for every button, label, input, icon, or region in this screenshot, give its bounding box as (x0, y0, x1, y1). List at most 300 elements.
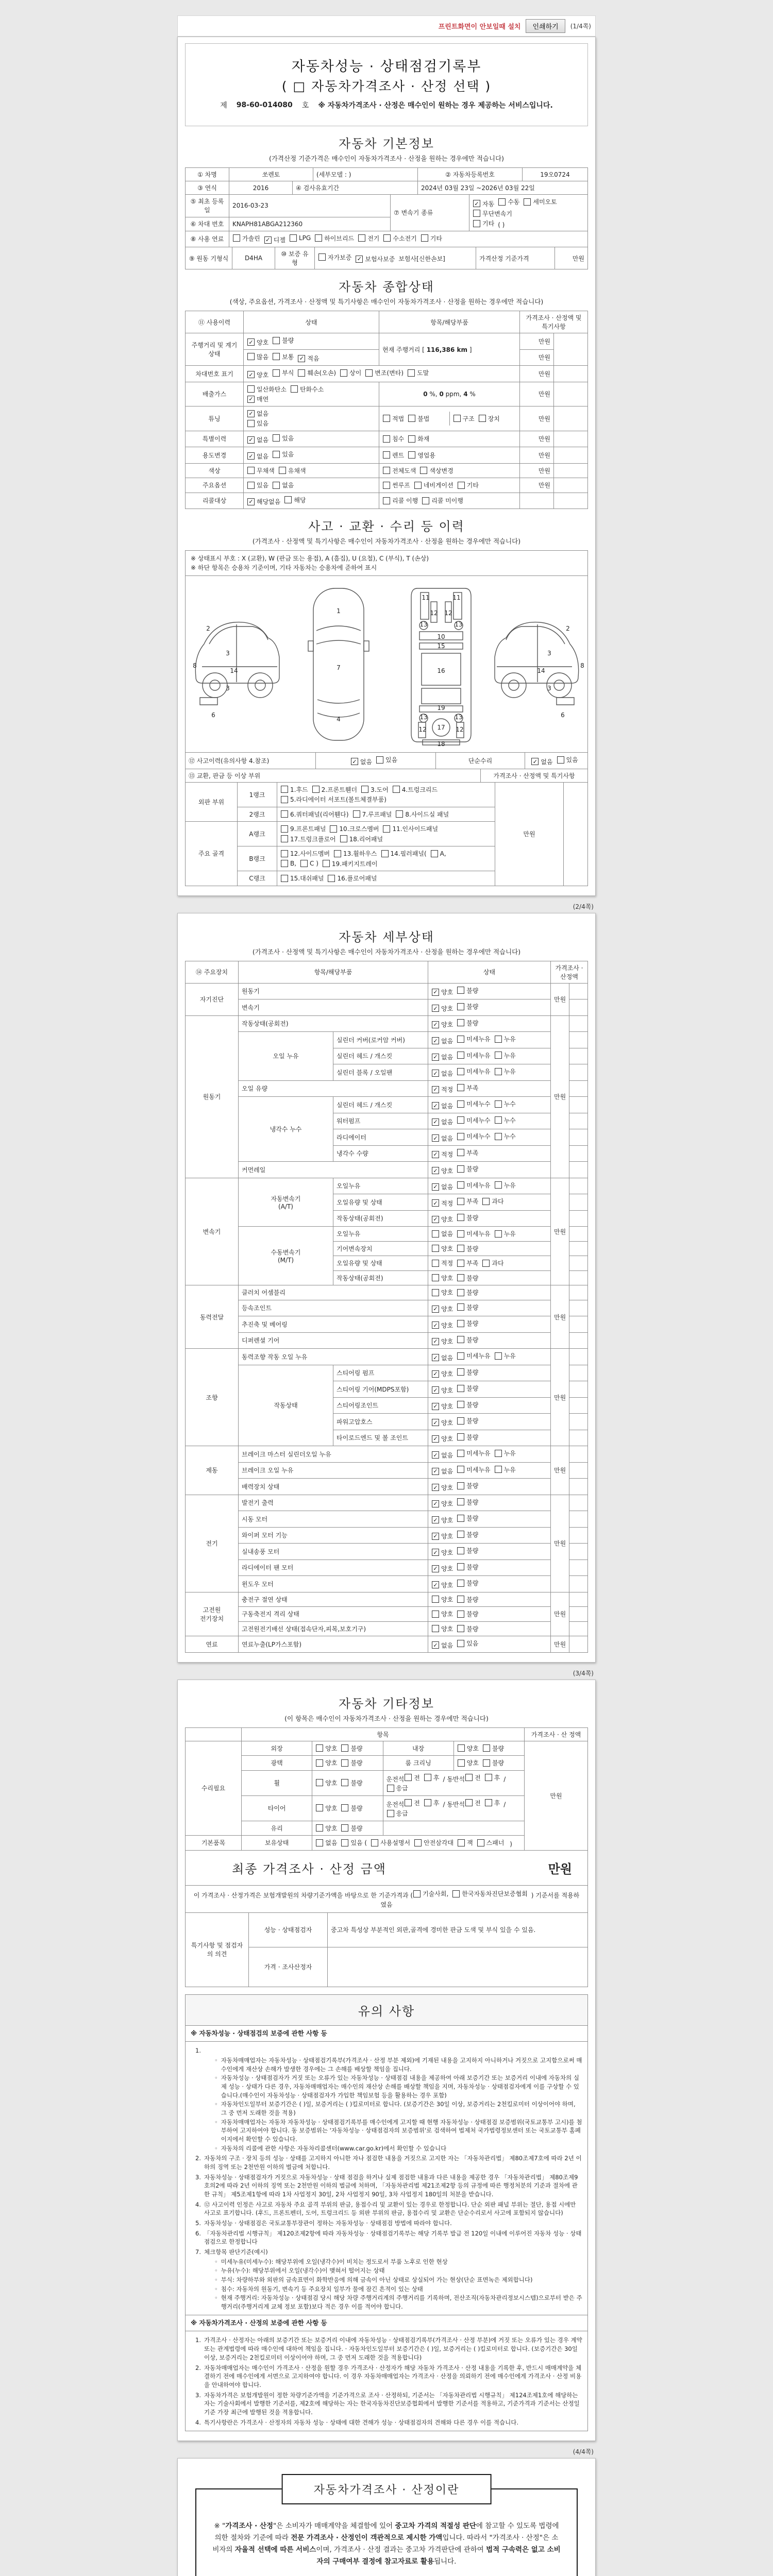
exchange-header-row (185, 769, 588, 783)
empty-box-icon (247, 482, 255, 489)
checkbox-디젤[interactable] (264, 235, 285, 244)
label-base-price: 가격산정 기준가격 (476, 247, 555, 269)
checkbox-하이브리드[interactable] (315, 234, 354, 243)
checkbox-양호[interactable] (432, 1369, 453, 1378)
checkbox-19.패키지트레이[interactable] (323, 859, 378, 868)
checkbox-부족[interactable] (457, 1197, 478, 1206)
checkbox-적정[interactable] (432, 1199, 453, 1208)
group-label: 동력전달 (186, 1285, 239, 1349)
text-segment: %, (427, 390, 440, 398)
checkbox-수동[interactable] (498, 197, 519, 206)
checkbox-무단변속기[interactable] (473, 209, 512, 218)
checkbox-9.프론트패널[interactable] (281, 824, 326, 833)
checkbox-양호[interactable] (432, 1244, 453, 1253)
checkbox-불량[interactable] (457, 1288, 478, 1297)
checkbox-보험사보증[interactable] (356, 255, 395, 263)
checkbox-양호[interactable] (432, 1402, 453, 1411)
checkbox-없음[interactable] (432, 1053, 453, 1061)
checkbox-불량[interactable] (457, 1400, 478, 1409)
checkbox-전[interactable] (405, 1773, 420, 1782)
checkbox-없음[interactable] (432, 1451, 453, 1460)
checkbox-있음[interactable] (557, 755, 578, 764)
checkbox-기타[interactable] (421, 234, 442, 243)
checkbox-구조[interactable] (453, 414, 475, 423)
checkbox-양호[interactable] (316, 1758, 337, 1767)
checkbox-색상변경[interactable] (420, 466, 453, 475)
checked-box-icon: ✓ (432, 989, 439, 996)
checkbox-label: 무단변속기 (482, 210, 512, 217)
diagram-zone-number: 3 (226, 685, 230, 692)
checkbox-상이[interactable] (340, 368, 361, 377)
checkbox-없음[interactable] (432, 1353, 453, 1362)
checkbox-누유[interactable] (495, 1181, 516, 1190)
checkbox-양호[interactable] (316, 1804, 337, 1812)
checkbox-장치[interactable] (479, 414, 500, 423)
checked-box-icon: ✓ (247, 371, 255, 378)
empty-box-icon (457, 1450, 464, 1457)
checkbox-전체도색[interactable] (383, 466, 416, 475)
checkbox-불량[interactable] (457, 1213, 478, 1222)
checkbox-있음[interactable] (247, 481, 268, 489)
checked-box-icon: ✓ (432, 1134, 439, 1142)
empty-box-icon (457, 1498, 464, 1505)
checkbox-C )[interactable] (300, 860, 318, 867)
checkbox-불량[interactable] (457, 1274, 478, 1282)
checkbox-미세누수[interactable] (457, 1099, 490, 1108)
checkbox-있음[interactable] (273, 434, 294, 443)
text-segment: 됩니다. (434, 2557, 457, 2566)
empty-box-icon (383, 435, 390, 443)
checkbox-양호[interactable] (432, 1499, 453, 1508)
page-marker-3: (3/4쪽) (573, 1669, 594, 1677)
checkbox-누유[interactable] (495, 1449, 516, 1458)
checkbox-적정[interactable] (432, 1085, 453, 1094)
checkbox-기타[interactable] (473, 219, 494, 228)
checkbox-양호[interactable] (432, 1386, 453, 1395)
label-transmission: ⑦ 변속기 종류 (391, 195, 469, 231)
checkbox-후[interactable] (485, 1799, 500, 1807)
checkbox-없음[interactable] (432, 1467, 453, 1476)
checkbox-자가보증[interactable] (318, 253, 351, 262)
checkbox-양호[interactable] (458, 1758, 479, 1767)
checkbox-불량[interactable] (457, 986, 478, 995)
checkbox-해당[interactable] (284, 496, 306, 504)
checkbox-불량[interactable] (457, 1335, 478, 1344)
recall-status (244, 493, 379, 509)
checkbox-미세누유[interactable] (457, 1229, 490, 1238)
checkbox-없음[interactable] (247, 435, 268, 444)
checkbox-유채색[interactable] (279, 466, 306, 475)
checkbox-적음[interactable] (298, 354, 319, 363)
cell: 구동축전지 격리 상태 (239, 1607, 428, 1622)
checkbox-양호[interactable] (432, 1304, 453, 1313)
checkbox-11.인사이드패널[interactable] (383, 824, 438, 833)
checkbox-누유[interactable] (495, 1351, 516, 1360)
checkbox-label: 미세누유 (466, 1466, 491, 1473)
checkbox-label: 전 (475, 1774, 481, 1782)
checkbox-세미오토[interactable] (524, 197, 557, 206)
empty-box-icon (457, 1580, 464, 1587)
checkbox-잭[interactable] (458, 1838, 473, 1847)
checkbox-누유[interactable] (495, 1067, 516, 1076)
checkbox-label: 양호 (441, 1625, 453, 1633)
checkbox-15.대쉬패널[interactable] (281, 874, 324, 883)
checkbox-탄화수소[interactable] (291, 385, 324, 394)
checkbox-불량[interactable] (457, 1002, 478, 1011)
checked-box-icon: ✓ (247, 452, 255, 460)
checkbox-7.루프패널[interactable] (353, 810, 392, 819)
checkbox-미세누수[interactable] (457, 1116, 490, 1125)
checkbox-label: 기타 (466, 482, 479, 489)
empty-box-icon (281, 786, 288, 793)
empty-box-icon (473, 210, 480, 217)
checkbox-불량[interactable] (483, 1744, 504, 1753)
checkbox-없음[interactable] (351, 757, 372, 766)
checkbox-없음[interactable] (432, 1069, 453, 1078)
checkbox-2.프론트휀더[interactable] (312, 785, 357, 794)
checkbox-불량[interactable] (457, 1498, 478, 1506)
checkbox-label: 누수 (503, 1133, 516, 1140)
checkbox-label: 15.대쉬패널 (290, 875, 324, 882)
note-item: 3. 자동차가격은 보험개발원이 정한 차량기준가액을 기준가격으로 조사 · 산정하되, 기준서는 「자동차관리법 시행규칙」 제124조제1호에 해당하는 자는 기술사회에서 발행한 기준서를, 제2호에 해당하는 자는 한국자동차진단보증협회에서 발행한 기준서를 적용하고, 기준가격과 기준서는 산정일 기준 가장 최근에 발행된 것을 적용합니다. (195, 2391, 580, 2416)
checkbox-양호[interactable] (432, 988, 453, 996)
checkbox-label: 미세누수 (466, 1100, 491, 1108)
checkbox-자동[interactable] (473, 199, 494, 208)
checkbox-label: 양호 (325, 1824, 338, 1832)
checkbox-1.후드[interactable] (281, 785, 308, 794)
checkbox-label: 없음 (441, 1118, 453, 1126)
checkbox-적법[interactable] (383, 414, 404, 423)
checkbox-가솔린[interactable] (233, 234, 260, 243)
checkbox-불량[interactable] (457, 1384, 478, 1393)
checkbox-양호[interactable] (316, 1824, 337, 1833)
checkbox-label: 양호 (441, 1500, 453, 1507)
checkbox-양호[interactable] (432, 1581, 453, 1589)
checkbox-적정[interactable] (432, 1259, 453, 1267)
empty-box-icon (291, 385, 298, 393)
checkbox-불량[interactable] (457, 1019, 478, 1027)
checkbox-불법[interactable] (408, 414, 429, 423)
checkbox-label: 적정 (441, 1086, 453, 1093)
text-segment: % (467, 390, 476, 398)
checkbox-양호[interactable] (432, 1004, 453, 1013)
checkbox-누수[interactable] (495, 1099, 516, 1108)
checkbox-불량[interactable] (457, 1609, 478, 1618)
checkbox-미세누유[interactable] (457, 1035, 490, 1043)
text-segment: 0 (423, 390, 428, 398)
checkbox-3.도어[interactable] (361, 785, 389, 794)
empty-box-icon (281, 860, 288, 867)
checkbox-17.트렁크플로어[interactable] (281, 835, 336, 843)
checkbox-18.리어패널[interactable] (340, 835, 383, 843)
checkbox-미세누유[interactable] (457, 1067, 490, 1076)
checkbox-불량[interactable] (457, 1433, 478, 1442)
checkbox-보통[interactable] (273, 352, 294, 361)
text-segment: 자율적 선택에 따른 서비스 (234, 2546, 316, 2554)
checkbox-label: 17.트렁크플로어 (290, 835, 336, 843)
checkbox-전[interactable] (465, 1773, 481, 1782)
notes-cell (554, 478, 588, 493)
checkbox-응급[interactable] (387, 1809, 408, 1818)
tuning-status (244, 406, 379, 431)
checkbox-해당없음[interactable] (247, 497, 280, 506)
checkbox-없음[interactable] (432, 1229, 453, 1238)
inspector-opinion-text: 중고차 특성상 부분적인 외판,골격에 경미한 판금 도색 및 부식 있을 수 있음. (328, 1912, 588, 1947)
page-2 (177, 913, 596, 1663)
checkbox-도말[interactable] (408, 368, 429, 377)
checkbox-있음[interactable] (273, 450, 294, 459)
print-button[interactable]: 인쇄하기 (526, 19, 565, 33)
checkbox-불량[interactable] (457, 1579, 478, 1587)
checkbox-불량[interactable] (457, 1514, 478, 1522)
checkbox-label: LPG (298, 234, 311, 242)
checkbox-전[interactable] (465, 1799, 481, 1807)
page-marker-1: (1/4쪽) (570, 23, 591, 30)
checkbox-양호[interactable] (432, 1483, 453, 1492)
checkbox-부식[interactable] (273, 368, 294, 377)
checkbox-없음[interactable] (432, 1117, 453, 1126)
checkbox-양호[interactable] (247, 338, 268, 347)
checkbox-침수[interactable] (383, 434, 404, 443)
checkbox-양호[interactable] (432, 1434, 453, 1443)
checkbox-전[interactable] (405, 1799, 420, 1807)
checkbox-양호[interactable] (316, 1744, 337, 1753)
checkbox-미세누유[interactable] (457, 1449, 490, 1458)
diagram-zone-number: 3 (226, 650, 230, 657)
checkbox-양호[interactable] (432, 1020, 453, 1029)
checkbox-13.휠하우스[interactable] (334, 849, 377, 858)
checkbox-있음[interactable] (457, 1639, 478, 1648)
checkbox-불량[interactable] (341, 1758, 362, 1767)
checkbox-4.트렁크리드[interactable] (393, 785, 438, 794)
checkbox-있음[interactable] (376, 755, 397, 764)
notes-cell (569, 1365, 588, 1381)
checkbox-양호[interactable] (432, 1624, 453, 1633)
status-cell (428, 1194, 551, 1211)
checkbox-네비게이션[interactable] (414, 481, 453, 489)
checkbox-양호[interactable] (432, 1609, 453, 1618)
checkbox-있음[interactable] (247, 419, 268, 428)
checkbox-불량[interactable] (457, 1563, 478, 1571)
empty-box-icon (405, 1774, 412, 1781)
checkbox-양호[interactable] (432, 1548, 453, 1557)
status-cell (428, 983, 551, 999)
checkbox-6.쿼터패널(리어휀다)[interactable] (281, 810, 349, 819)
checkbox-영업용[interactable] (408, 451, 435, 460)
section-detail-title: 자동차 세부상태 (339, 929, 434, 944)
note-sub-item: ◦ 부식: 차량하부와 외판의 금속표면이 화학반응에 의해 금속이 아닌 상태로 상실되어 가는 현상(단순 표면녹은 제외합니다) (214, 2276, 533, 2284)
checked-box-icon: ✓ (432, 1581, 439, 1588)
checkbox-부족[interactable] (457, 1083, 478, 1092)
checkbox-불량[interactable] (457, 1416, 478, 1425)
checkbox-불량[interactable] (457, 1164, 478, 1173)
checkbox-없음[interactable] (247, 409, 268, 418)
checkbox-불량[interactable] (457, 1244, 478, 1253)
checkbox-양호[interactable] (432, 1564, 453, 1573)
checkbox-양호[interactable] (432, 1215, 453, 1224)
checkbox-12.사이드멤버[interactable] (281, 849, 330, 858)
checkbox-불량[interactable] (457, 1319, 478, 1328)
empty-box-icon (341, 1759, 348, 1767)
checkbox-썬루프[interactable] (383, 481, 410, 489)
checkbox-미세누유[interactable] (457, 1181, 490, 1190)
checkbox-LPG[interactable] (290, 234, 311, 242)
checkbox-스패너[interactable] (477, 1838, 505, 1847)
checkbox-많음[interactable] (247, 352, 268, 361)
checkbox-label: 후 (433, 1799, 440, 1807)
checkbox-매연[interactable] (247, 395, 268, 403)
rankC-items (277, 871, 495, 886)
checkbox-B,[interactable] (281, 860, 296, 867)
cell: 실린더 블록 / 오일팬 (333, 1064, 428, 1081)
checkbox-label: 전 (475, 1799, 481, 1807)
checkbox-응급[interactable] (387, 1784, 408, 1792)
checkbox-A,[interactable] (431, 850, 446, 857)
checkbox-전기[interactable] (358, 234, 379, 243)
checkbox-불량[interactable] (457, 1595, 478, 1604)
checkbox-없음[interactable] (432, 1037, 453, 1045)
checkbox-기타[interactable] (458, 481, 479, 489)
checkbox-10.크로스멤버[interactable] (330, 824, 379, 833)
checkbox-무채색[interactable] (247, 466, 275, 475)
checkbox-양호[interactable] (432, 1516, 453, 1524)
checkbox-없음[interactable] (432, 1134, 453, 1143)
checkbox-없음[interactable] (316, 1838, 337, 1847)
checkbox-불량[interactable] (457, 1303, 478, 1312)
checkbox-한국자동차진단보증협회[interactable] (452, 1889, 528, 1899)
checkbox-적정[interactable] (432, 1150, 453, 1159)
checkbox-label: 양호 (257, 371, 269, 379)
checkbox-누유[interactable] (495, 1035, 516, 1043)
checkbox-없음[interactable] (273, 481, 294, 489)
checkbox-불량[interactable] (341, 1804, 362, 1812)
checkbox-누유[interactable] (495, 1465, 516, 1474)
checkbox-미세누유[interactable] (457, 1465, 490, 1474)
checkbox-label: 변조(변타) (375, 369, 404, 377)
checkbox-없음[interactable] (247, 452, 268, 461)
checkbox-양호[interactable] (247, 370, 268, 379)
checkbox-양호[interactable] (432, 1418, 453, 1427)
checkbox-불량[interactable] (341, 1778, 362, 1787)
notes-cell (554, 431, 588, 447)
checkbox-label: 16.플로어패널 (337, 875, 377, 882)
text-segment: 입니다. 따라서 "가격조사 · 산정"은 소비자의 (212, 2534, 559, 2554)
checkbox-양호[interactable] (432, 1274, 453, 1282)
checkbox-14.필러패널([interactable] (381, 849, 427, 858)
checkbox-불량[interactable] (457, 1530, 478, 1539)
checkbox-미세누유[interactable] (457, 1051, 490, 1060)
empty-box-icon (495, 1466, 502, 1473)
checkbox-양호[interactable] (316, 1778, 337, 1787)
checkbox-누수[interactable] (495, 1132, 516, 1141)
checkbox-label: 2.프론트휀더 (321, 786, 358, 793)
checkbox-양호[interactable] (432, 1337, 453, 1346)
recall-done (379, 493, 520, 509)
cell: 작동상태(공회전) (333, 1210, 428, 1227)
checkbox-16.플로어패널[interactable] (328, 874, 377, 883)
checkbox-사용설명서[interactable] (371, 1838, 410, 1847)
checkbox-없음[interactable] (432, 1182, 453, 1191)
checkbox-있음 ([interactable] (341, 1838, 367, 1847)
checkbox-label: 썬루프 (392, 482, 410, 489)
checked-box-icon: ✓ (432, 1451, 439, 1459)
checkbox-양호[interactable] (432, 1166, 453, 1175)
group-label: 조향 (186, 1349, 239, 1446)
checkbox-과다[interactable] (482, 1259, 503, 1267)
checkbox-label: 양호 (441, 1516, 453, 1524)
empty-box-icon (495, 1116, 502, 1124)
checkbox-양호[interactable] (432, 1532, 453, 1540)
checkbox-label: 양호 (441, 1533, 453, 1540)
checkbox-불량[interactable] (341, 1744, 362, 1753)
checkbox-양호[interactable] (432, 1595, 453, 1604)
mileage-status (244, 333, 379, 350)
checkbox-불량[interactable] (457, 1368, 478, 1377)
checkbox-불량[interactable] (457, 1481, 478, 1490)
checkbox-기술사회,[interactable] (413, 1889, 448, 1899)
checkbox-5.라디에이터 서포트(볼트체결부품)[interactable] (281, 795, 386, 804)
empty-box-icon (247, 385, 255, 393)
checkbox-불량[interactable] (273, 336, 294, 345)
checkbox-부족[interactable] (457, 1259, 478, 1267)
checkbox-과다[interactable] (482, 1197, 503, 1206)
empty-box-icon (421, 234, 428, 242)
checkbox-누수[interactable] (495, 1116, 516, 1125)
checkbox-없음[interactable] (531, 757, 552, 766)
checkbox-불량[interactable] (457, 1624, 478, 1633)
checkbox-렌트[interactable] (383, 451, 404, 460)
row-options: 주요옵션 (186, 478, 244, 493)
checkbox-없음[interactable] (432, 1101, 453, 1110)
checked-box-icon: ✓ (432, 1468, 439, 1475)
checkbox-후[interactable] (424, 1799, 440, 1807)
checkbox-누유[interactable] (495, 1051, 516, 1060)
cell: 연료누출(LP가스포함) (239, 1636, 428, 1653)
checkbox-label: 없음 (441, 1451, 453, 1459)
checkbox-미세누수[interactable] (457, 1132, 490, 1141)
checkbox-일산화탄소[interactable] (247, 385, 287, 394)
checkbox-안전삼각대[interactable] (414, 1838, 453, 1847)
cell: 오일누유 (333, 1178, 428, 1194)
checkbox-부족[interactable] (457, 1148, 478, 1157)
checkbox-양호[interactable] (432, 1321, 453, 1330)
checked-box-icon: ✓ (247, 338, 255, 346)
checkbox-리콜 미이행[interactable] (422, 496, 463, 505)
checkbox-수소전기[interactable] (383, 234, 416, 243)
empty-box-icon (432, 1274, 439, 1281)
checkbox-훼손(오손)[interactable] (298, 368, 336, 377)
checkbox-label: 양호 (441, 1419, 453, 1427)
checkbox-화재[interactable] (408, 434, 429, 443)
usage-change-type (379, 447, 520, 464)
checkbox-변조(변타)[interactable] (365, 368, 404, 377)
checkbox-양호[interactable] (458, 1744, 479, 1753)
checkbox-누유[interactable] (495, 1229, 516, 1238)
checkbox-후[interactable] (424, 1773, 440, 1782)
diagram-zone-number: 16 (437, 667, 445, 674)
checkbox-8.사이드실 패널[interactable] (396, 810, 449, 819)
checkbox-미세누유[interactable] (457, 1351, 490, 1360)
empty-box-icon (457, 1019, 464, 1026)
checkbox-양호[interactable] (432, 1288, 453, 1297)
checkbox-리콜 이행[interactable] (383, 496, 418, 505)
checkbox-불량[interactable] (483, 1758, 504, 1767)
checkbox-후[interactable] (485, 1773, 500, 1782)
checkbox-없음[interactable] (432, 1641, 453, 1650)
detail-row (186, 999, 588, 1016)
checkbox-불량[interactable] (341, 1824, 362, 1833)
checkbox-불량[interactable] (457, 1546, 478, 1555)
